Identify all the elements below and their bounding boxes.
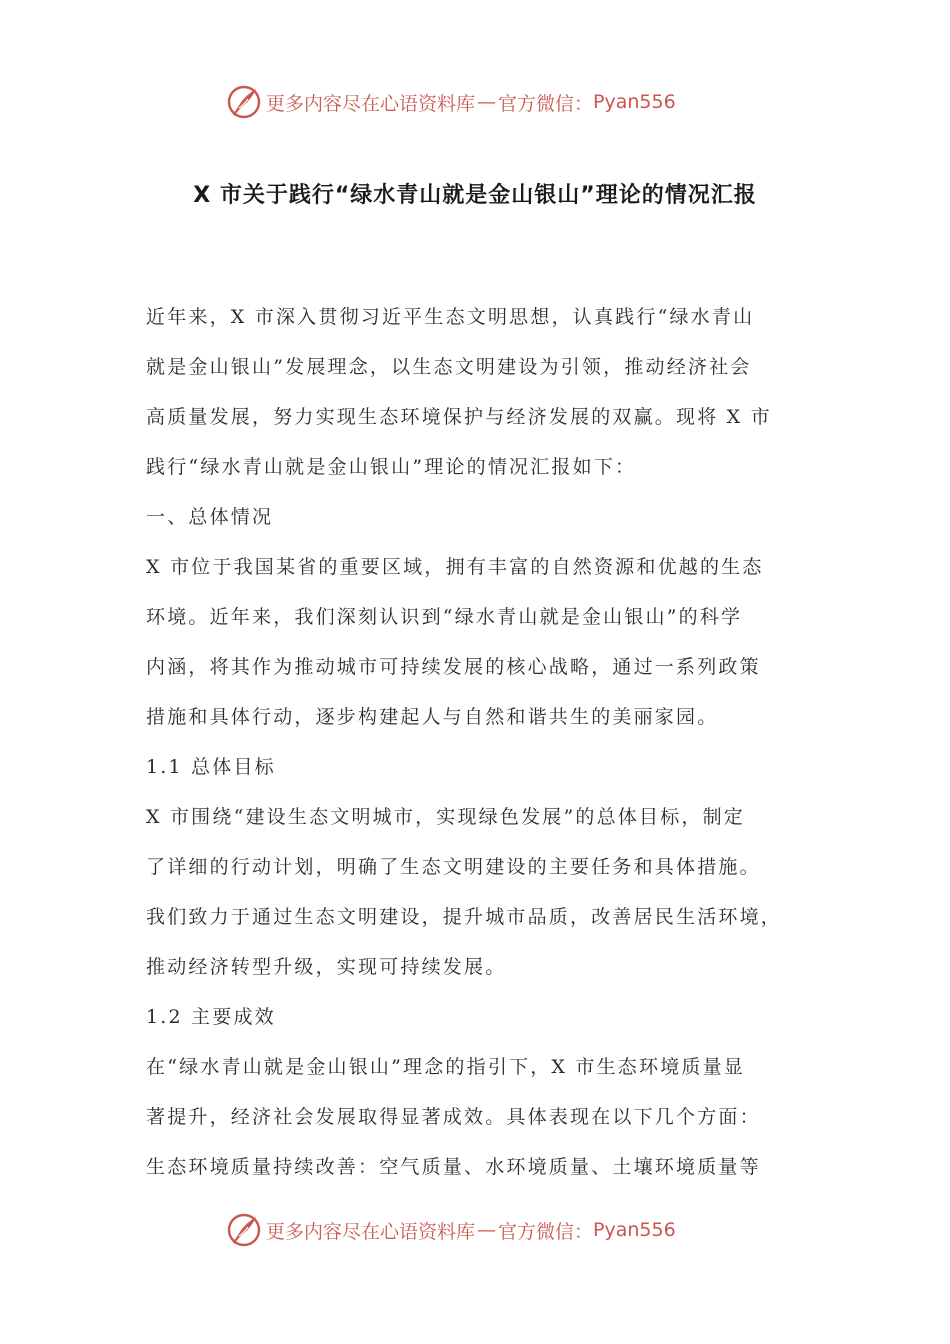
quill-pen-logo-icon [226, 84, 262, 120]
text-line: 著提升，经济社会发展取得显著成效。具体表现在以下几个方面： [146, 1106, 761, 1128]
text-line: 践行“绿水青山就是金山银山”理论的情况汇报如下： [146, 456, 637, 478]
footer-banner [226, 1210, 786, 1250]
subsection-heading: 1.2 主要成效 [146, 1006, 276, 1028]
quill-pen-logo-icon [226, 1212, 262, 1248]
banner-label: 官方微信： [498, 92, 594, 115]
section-heading: 一、总体情况 [146, 506, 274, 528]
text-line: 了详细的行动计划，明确了生态文明建设的主要任务和具体措施。 [146, 856, 761, 878]
subsection-heading: 1.1 总体目标 [146, 756, 276, 778]
text-line: 就是金山银山”发展理念，以生态文明建设为引领，推动经济社会 [146, 356, 752, 378]
text-line: X 市位于我国某省的重要区域，拥有丰富的自然资源和优越的生态 [146, 556, 764, 578]
text-line: 近年来，X 市深入贯彻习近平生态文明思想，认真践行“绿水青山 [146, 306, 755, 328]
document-body [146, 292, 826, 1192]
document-title: X 市关于践行“绿水青山就是金山银山”理论的情况汇报 [193, 183, 757, 208]
banner-wechat-id: Pyan556 [593, 1219, 676, 1241]
banner-text: 更多内容尽在心语资料库 [266, 92, 476, 115]
text-line: X 市围绕“建设生态文明城市，实现绿色发展”的总体目标，制定 [146, 806, 745, 828]
banner-dash: — [477, 91, 497, 113]
banner-dash: — [477, 1219, 497, 1241]
banner-text: 更多内容尽在心语资料库 [266, 1220, 476, 1243]
text-line: 内涵，将其作为推动城市可持续发展的核心战略，通过一系列政策 [146, 656, 761, 678]
header-banner [226, 82, 786, 122]
banner-wechat-id: Pyan556 [593, 91, 676, 113]
text-line: 推动经济转型升级，实现可持续发展。 [146, 956, 507, 978]
banner-label: 官方微信： [498, 1220, 594, 1243]
text-line: 我们致力于通过生态文明建设，提升城市品质，改善居民生活环境， [146, 906, 783, 928]
text-line: 措施和具体行动，逐步构建起人与自然和谐共生的美丽家园。 [146, 706, 719, 728]
text-line: 在“绿水青山就是金山银山”理念的指引下，X 市生态环境质量显 [146, 1056, 745, 1078]
text-line: 高质量发展，努力实现生态环境保护与经济发展的双赢。现将 X 市 [146, 406, 772, 428]
text-line: 环境。近年来，我们深刻认识到“绿水青山就是金山银山”的科学 [146, 606, 743, 628]
text-line: 生态环境质量持续改善：空气质量、水环境质量、土壤环境质量等 [146, 1156, 761, 1178]
